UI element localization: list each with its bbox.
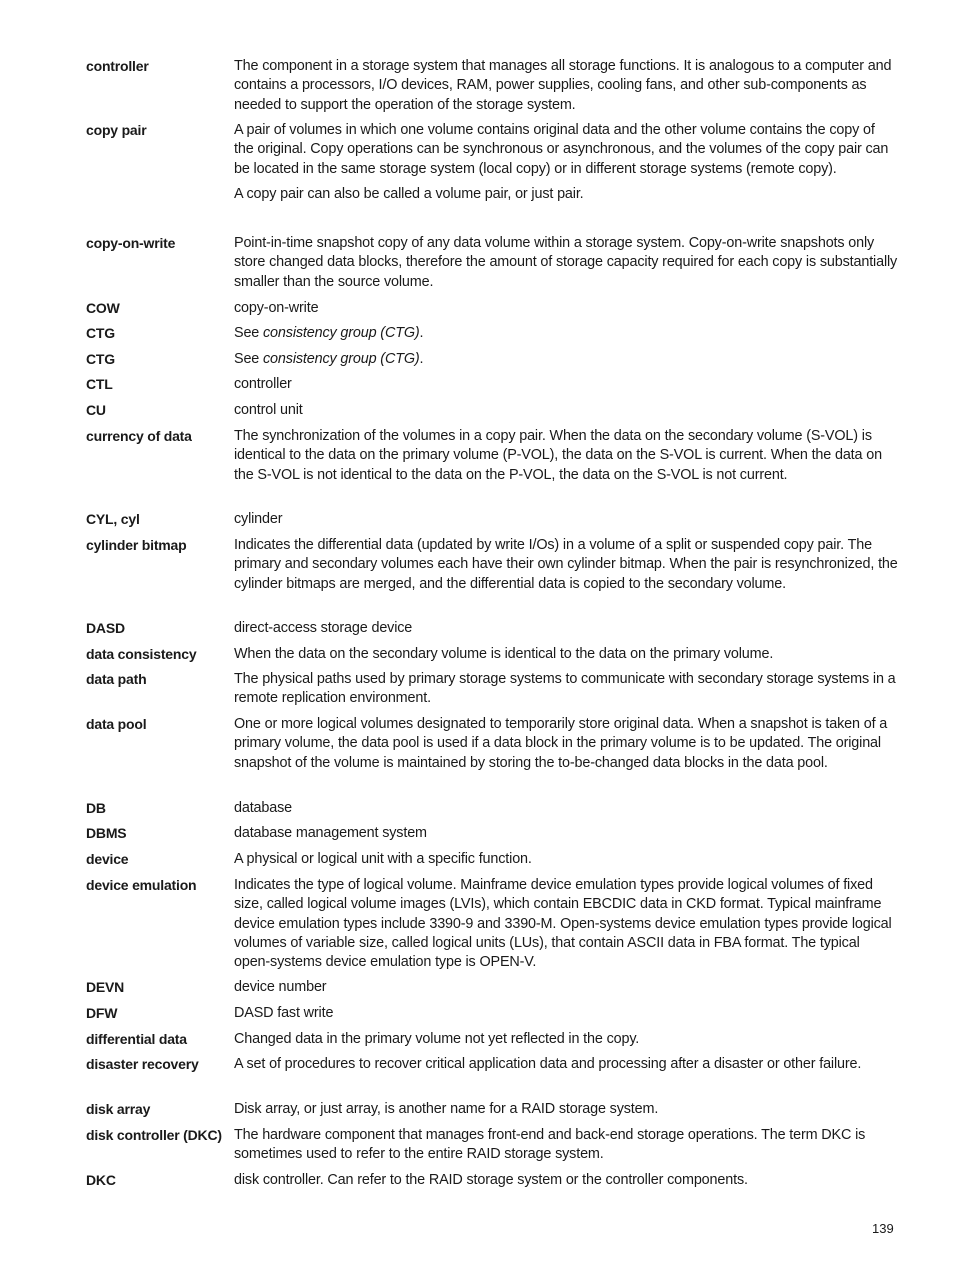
glossary-definition	[234, 715, 898, 773]
glossary-entry	[86, 1100, 898, 1119]
definition-paragraph: A set of procedures to recover critical application data and processing after a disaster or other failure.	[234, 1056, 862, 1072]
glossary-definition	[234, 234, 898, 292]
definition-paragraph: controller	[234, 376, 292, 392]
definition-paragraph: cylinder	[234, 511, 283, 527]
glossary-entry	[86, 619, 898, 638]
definition-paragraph	[234, 350, 898, 369]
glossary-entry	[86, 978, 898, 997]
glossary-term: CTL	[86, 376, 113, 392]
glossary-term: CTG	[86, 351, 115, 367]
glossary-definition	[234, 645, 898, 664]
glossary-definition	[234, 619, 898, 638]
definition-paragraph: database management system	[234, 825, 427, 841]
glossary-entry	[86, 510, 898, 529]
glossary-entry	[86, 850, 898, 869]
definition-paragraph: disk controller. Can refer to the RAID storage system or the controller components.	[234, 1172, 748, 1188]
glossary-term: device emulation	[86, 877, 197, 893]
definition-paragraph: A physical or logical unit with a specific function.	[234, 851, 532, 867]
definition-paragraph: Changed data in the primary volume not yet reflected in the copy.	[234, 1031, 640, 1047]
glossary-definition	[234, 510, 898, 529]
definition-paragraph: The hardware component that manages front-end and back-end storage operations. The term DKC is sometimes used to refer to the entire RAID storage system.	[234, 1127, 866, 1163]
glossary-definition	[234, 401, 898, 420]
glossary-definition	[234, 1055, 898, 1074]
definition-paragraph: Indicates the differential data (updated by write I/Os) in a volume of a split or suspended copy pair. The primary and secondary volumes each have their own cylinder bitmap. When the pair is resynchronized, the cylinder bitmaps are merged, and the differential data is copied to the secondary volume.	[234, 537, 898, 592]
glossary-term: CTG	[86, 325, 115, 341]
glossary-term: disaster recovery	[86, 1056, 199, 1072]
glossary-entry	[86, 299, 898, 318]
glossary-entry	[86, 350, 898, 369]
definition-paragraph: DASD fast write	[234, 1005, 334, 1021]
glossary-definition	[234, 324, 898, 343]
glossary-term: copy pair	[86, 122, 147, 138]
glossary-definition	[234, 824, 898, 843]
glossary-definition	[234, 1171, 898, 1190]
glossary-entry	[86, 799, 898, 818]
definition-paragraph: When the data on the secondary volume is identical to the data on the primary volume.	[234, 646, 774, 662]
glossary-entry	[86, 645, 898, 664]
glossary-term: DFW	[86, 1005, 118, 1021]
cross-reference-link: consistency group (CTG)	[263, 325, 420, 341]
glossary-definition	[234, 57, 898, 115]
glossary-entry	[86, 876, 898, 972]
definition-paragraph: control unit	[234, 402, 303, 418]
glossary-definition	[234, 799, 898, 818]
definition-paragraph: Disk array, or just array, is another name for a RAID storage system.	[234, 1101, 659, 1117]
glossary-term: CYL, cyl	[86, 511, 140, 527]
definition-paragraph	[234, 324, 898, 343]
glossary-term: device	[86, 851, 129, 867]
glossary-entry	[86, 427, 898, 485]
definition-paragraph: device number	[234, 979, 327, 995]
glossary-definition	[234, 978, 898, 997]
glossary-entry	[86, 375, 898, 394]
definition-suffix: .	[419, 351, 424, 367]
definition-paragraph: A copy pair can also be called a volume pair, or just pair.	[234, 186, 584, 203]
glossary-definition	[234, 121, 898, 205]
glossary-entry	[86, 670, 898, 709]
definition-paragraph: One or more logical volumes designated to temporarily store original data. When a snapshot is taken of a primary volume, the data pool is used if a data block in the primary volume is to be updated. The original snapshot of the volume is maintained by storing the to-be-changed data blocks in the data pool.	[234, 716, 888, 771]
definition-paragraph: direct-access storage device	[234, 620, 413, 636]
definition-paragraph: Point-in-time snapshot copy of any data volume within a storage system. Copy-on-write snapshots only store changed data blocks, therefore the amount of storage capacity required for each copy is substantially smaller than the source volume.	[234, 235, 898, 290]
glossary-entry	[86, 1004, 898, 1023]
glossary-term: DASD	[86, 620, 125, 636]
glossary-definition	[234, 850, 898, 869]
definition-suffix: .	[419, 325, 424, 341]
glossary-term: disk controller (DKC)	[86, 1127, 222, 1143]
glossary-definition	[234, 375, 898, 394]
definition-paragraph: The physical paths used by primary storage systems to communicate with secondary storage systems in a remote replication environment.	[234, 671, 896, 707]
glossary-term: copy-on-write	[86, 235, 176, 251]
glossary-definition	[234, 427, 898, 485]
glossary-entry	[86, 824, 898, 843]
glossary-term: DEVN	[86, 979, 125, 995]
definition-paragraph: A pair of volumes in which one volume contains original data and the other volume contains the copy of the original. Copy operations can be synchronous or asynchronous, and the volumes of the copy pair can be located in the same storage system (local copy) or in different storage systems (remote copy).	[234, 122, 889, 177]
glossary-term: data path	[86, 671, 147, 687]
glossary-entry	[86, 1126, 898, 1165]
definition-prefix: See	[234, 325, 264, 341]
glossary-term: COW	[86, 300, 120, 316]
glossary-term: currency of data	[86, 428, 192, 444]
definition-prefix: See	[234, 351, 264, 367]
glossary-definition	[234, 1004, 898, 1023]
glossary-entry	[86, 1055, 898, 1074]
glossary-definition	[234, 350, 898, 369]
page-number: 139	[872, 1221, 894, 1236]
glossary-definition	[234, 1030, 898, 1049]
cross-reference-link: consistency group (CTG)	[263, 351, 420, 367]
glossary-term: cylinder bitmap	[86, 537, 187, 553]
glossary-entry	[86, 1171, 898, 1190]
definition-paragraph: The synchronization of the volumes in a copy pair. When the data on the secondary volume (S-VOL) is identical to the data on the primary volume (P-VOL), the data on the S-VOL is current. When the data on the S-VOL is not identical to the data on the P-VOL, the data on the S-VOL is not current.	[234, 428, 882, 483]
glossary-entry	[86, 536, 898, 594]
glossary-term: CU	[86, 402, 106, 418]
glossary-entry	[86, 324, 898, 343]
glossary-entry	[86, 401, 898, 420]
glossary-entry	[86, 715, 898, 773]
glossary-definition	[234, 876, 898, 972]
glossary-term: DB	[86, 800, 106, 816]
definition-paragraph: copy-on-write	[234, 300, 319, 316]
glossary-definition	[234, 536, 898, 594]
glossary-term: data consistency	[86, 646, 197, 662]
glossary-entry	[86, 121, 898, 205]
glossary-term: disk array	[86, 1101, 151, 1117]
glossary-term: differential data	[86, 1031, 187, 1047]
glossary-definition	[234, 1126, 898, 1165]
glossary-entry	[86, 1030, 898, 1049]
glossary-term: DBMS	[86, 825, 127, 841]
definition-paragraph: Indicates the type of logical volume. Mainframe device emulation types provide logical volumes of fixed size, called logical volume images (LVIs), which contain EBCDIC data in CKD format. Typical mainframe device emulation types include 3390-9 and 3390-M. Open-systems device emulation types provide logical volumes of variable size, called logical units (LUs), that contain ASCII data in FBA format. The typical open-systems device emulation type is OPEN-V.	[234, 877, 892, 971]
glossary-entry	[86, 234, 898, 292]
glossary-term: DKC	[86, 1172, 116, 1188]
definition-paragraph: database	[234, 800, 293, 816]
definition-paragraph: The component in a storage system that manages all storage functions. It is analogous to a computer and contains a processors, I/O devices, RAM, power supplies, cooling fans, and other sub-components as needed to support the operation of the storage system.	[234, 58, 892, 113]
glossary-term: controller	[86, 58, 149, 74]
glossary-definition	[234, 1100, 898, 1119]
glossary-definition	[234, 299, 898, 318]
glossary-entry	[86, 57, 898, 115]
glossary-term: data pool	[86, 716, 147, 732]
glossary-definition	[234, 670, 898, 709]
